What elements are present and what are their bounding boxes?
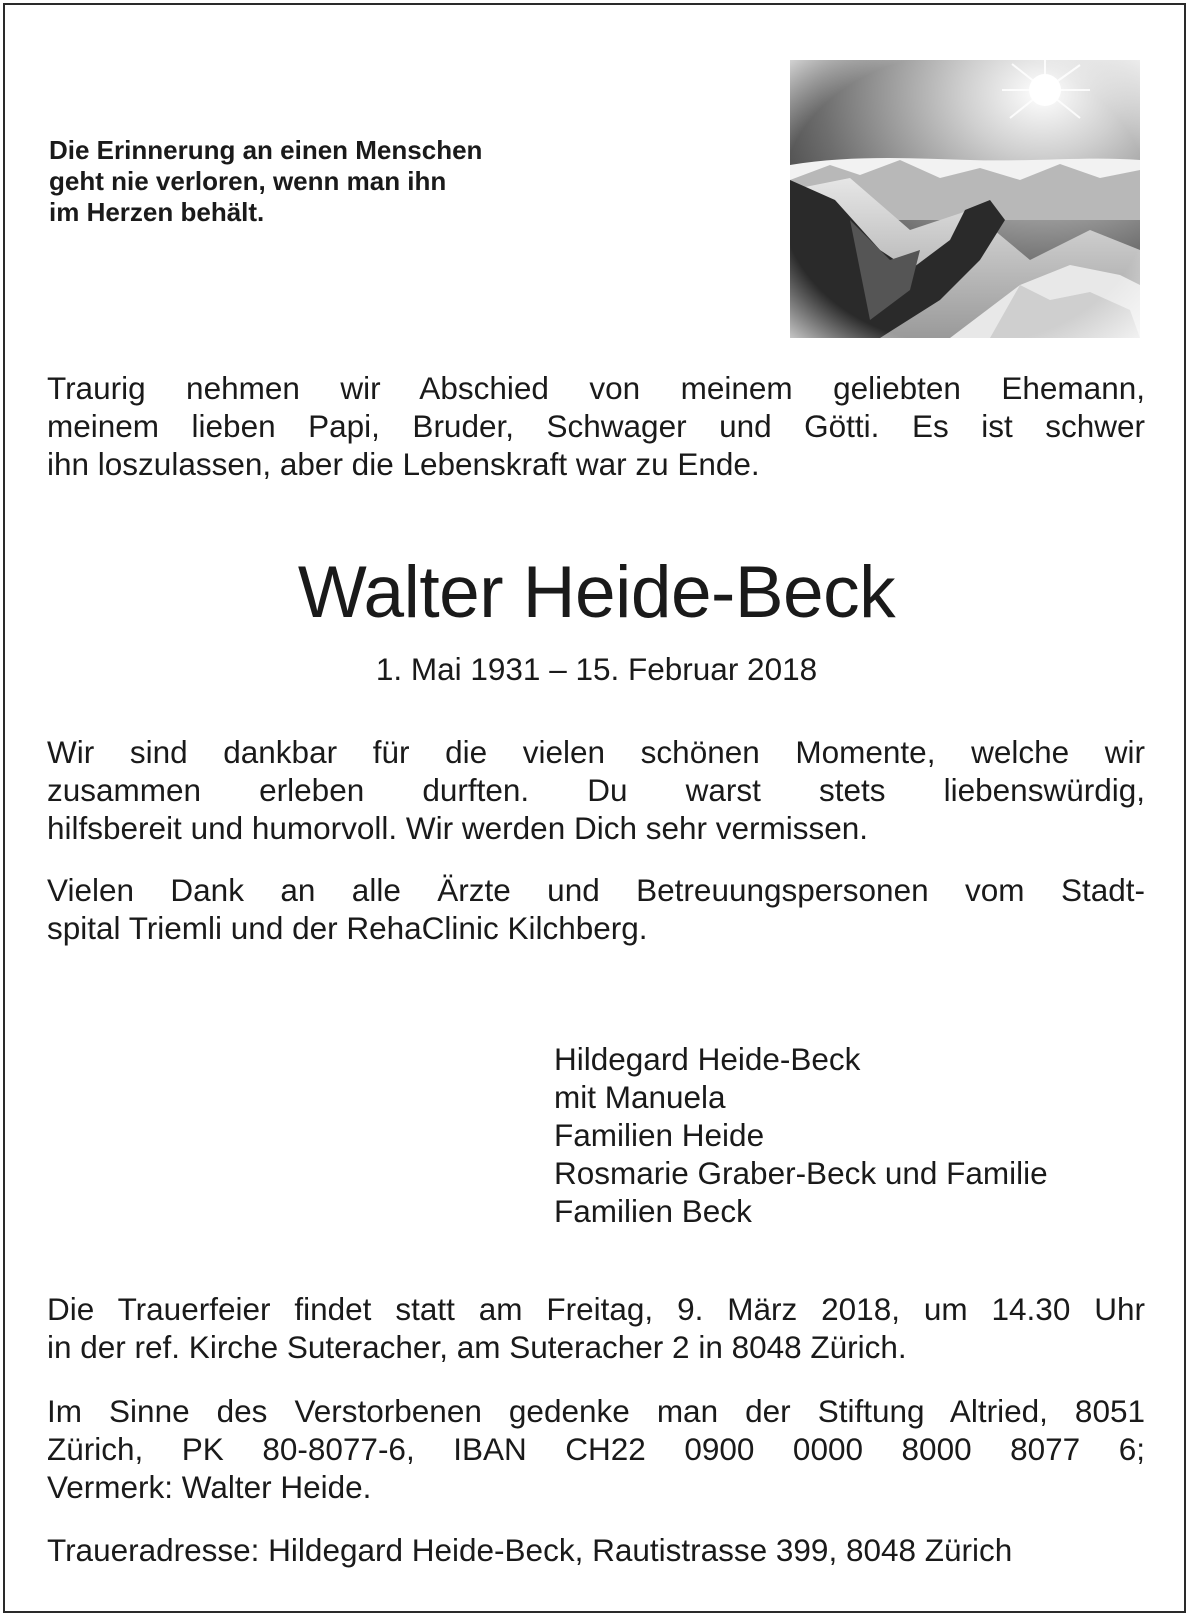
ceremony-paragraph [47, 1290, 1145, 1366]
life-dates: 1. Mai 1931 – 15. Februar 2018 [375, 651, 818, 687]
text-line: spital Triemli und der RehaClinic Kilchberg. [47, 910, 648, 946]
mourners-list [554, 1040, 1048, 1230]
text-line: Traurig nehmen wir Abschied von meinem geliebten Ehemann, [47, 370, 1145, 406]
mourning-address [47, 1531, 1145, 1569]
text-line: Vielen Dank an alle Ärzte und Betreuungspersonen vom Stadt- [47, 872, 1145, 908]
mourner-name: mit Manuela [554, 1079, 726, 1115]
mountain-photo [790, 60, 1140, 338]
motto-line: im Herzen behält. [49, 197, 265, 227]
motto-line: geht nie verloren, wenn man ihn [49, 166, 447, 196]
donation-paragraph [47, 1392, 1145, 1506]
text-line: Die Trauerfeier findet statt am Freitag, 9. März 2018, um 14.30 Uhr [47, 1291, 1145, 1327]
text-line: Traueradresse: Hildegard Heide-Beck, Rautistrasse 399, 8048 Zürich [47, 1532, 1013, 1568]
text-line: Zürich, PK 80-8077-6, IBAN CH22 0900 0000 8000 8077 6; [47, 1431, 1145, 1467]
intro-paragraph [47, 369, 1145, 483]
mourner-name: Familien Heide [554, 1117, 765, 1153]
text-line: meinem lieben Papi, Bruder, Schwager und Götti. Es ist schwer [47, 408, 1145, 444]
text-line: ihn loszulassen, aber die Lebenskraft war zu Ende. [47, 446, 760, 482]
motto-line: Die Erinnerung an einen Menschen [49, 135, 483, 165]
mourner-name: Familien Beck [554, 1193, 752, 1229]
text-line: hilfsbereit und humorvoll. Wir werden Dich sehr vermissen. [47, 810, 869, 846]
deceased-name: Walter Heide-Beck [297, 552, 896, 633]
text-line: in der ref. Kirche Suteracher, am Suteracher 2 in 8048 Zürich. [47, 1329, 907, 1365]
text-line: Im Sinne des Verstorbenen gedenke man der Stiftung Altried, 8051 [47, 1393, 1145, 1429]
text-line: Vermerk: Walter Heide. [47, 1469, 372, 1505]
thanks-paragraph [47, 871, 1145, 947]
text-line: Wir sind dankbar für die vielen schönen Momente, welche wir [47, 734, 1145, 770]
gratitude-paragraph [47, 733, 1145, 847]
text-line: zusammen erleben durften. Du warst stets liebenswürdig, [47, 772, 1145, 808]
motto-quote [49, 135, 609, 228]
mourner-name: Hildegard Heide-Beck [554, 1041, 861, 1077]
mourner-name: Rosmarie Graber-Beck und Familie [554, 1155, 1048, 1191]
